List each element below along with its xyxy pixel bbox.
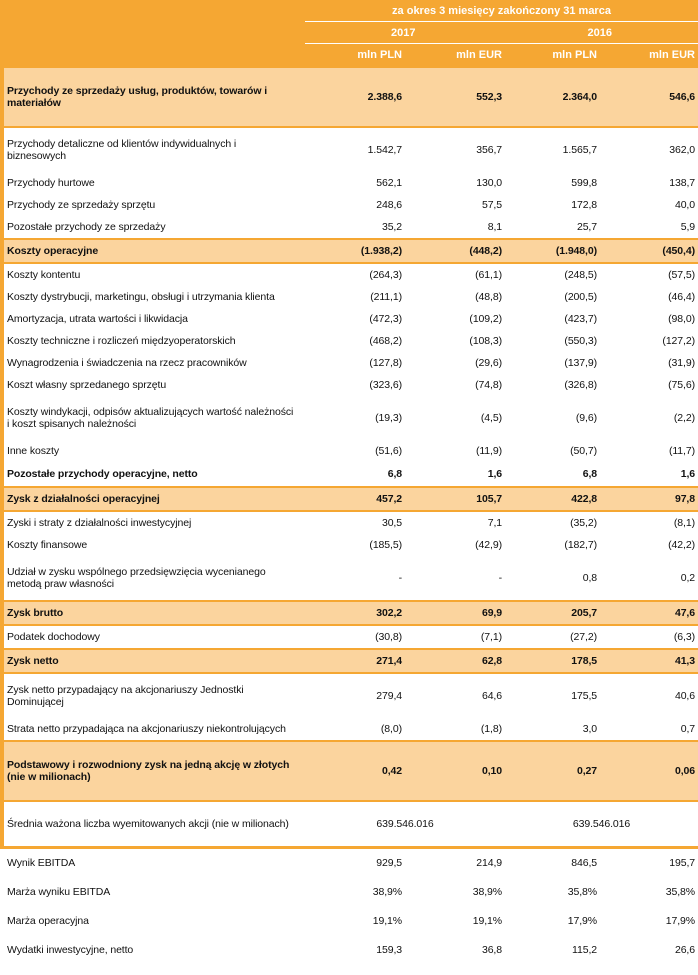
row-label-pozostale-przychody-operacyjne: Pozostałe przychody operacyjne, netto: [7, 467, 198, 480]
row-value-inne-koszty-4: (11,7): [668, 444, 695, 457]
row-value-podatek-dochodowy-4: (6,3): [673, 630, 695, 643]
row-value-marza-operacyjna-4: 17,9%: [665, 915, 695, 928]
row-value-przychody-ze-sprzedazy-total-3: 2.364,0: [562, 90, 597, 103]
row-value-srednia-wazona-liczba-akcji-1: 639.546.016: [376, 817, 434, 830]
table-row-amortyzacja: [4, 308, 698, 330]
table-row-marza-wyniku-ebitda: [4, 878, 698, 907]
row-value-koszty-techniczne-1: (468,2): [369, 334, 402, 347]
table-row-zysk-netto-jednostki-dominujacej: [4, 674, 698, 718]
row-value-przychody-ze-sprzedazy-total-4: 546,6: [669, 90, 695, 103]
row-label-strata-netto-niekontrolujacych: Strata netto przypadająca na akcjonariuszy niekontrolujących: [7, 722, 286, 735]
row-value-koszty-windykacji-1: (19,3): [375, 411, 402, 424]
row-value-inne-koszty-3: (50,7): [570, 444, 597, 457]
row-value-zysk-netto-4: 41,3: [674, 654, 695, 667]
row-label-amortyzacja: Amortyzacja, utrata wartości i likwidacja: [7, 312, 188, 325]
row-label-zysk-na-akcje: Podstawowy i rozwodniony zysk na jedną akcję w złotych (nie w milionach): [7, 758, 290, 783]
row-value-zysk-na-akcje-4: 0,06: [674, 764, 695, 777]
row-value-zysk-z-dzialalnosci-operacyjnej-2: 105,7: [476, 492, 502, 505]
row-label-koszty-operacyjne: Koszty operacyjne: [7, 244, 99, 257]
table-row-podatek-dochodowy: [4, 626, 698, 648]
header-years-area: [305, 22, 698, 44]
row-value-koszty-finansowe-2: (42,9): [475, 538, 502, 551]
row-value-zysk-netto-jednostki-dominujacej-1: 279,4: [376, 689, 402, 702]
table-row-koszty-windykacji: [4, 396, 698, 440]
row-value-pozostale-przychody-operacyjne-2: 1,6: [487, 467, 502, 480]
row-value-zyski-i-straty-inwestycyjne-2: 7,1: [487, 516, 502, 529]
row-value-pozostale-przychody-operacyjne-4: 1,6: [680, 467, 695, 480]
row-label-zyski-i-straty-inwestycyjne: Zyski i straty z działalności inwestycyjnej: [7, 516, 192, 529]
row-value-koszt-wlasny-sprzedanego-sprzetu-3: (326,8): [564, 378, 597, 391]
row-value-przychody-detaliczne-1: 1.542,7: [367, 143, 402, 156]
row-label-zysk-brutto: Zysk brutto: [7, 606, 64, 619]
row-value-koszt-wlasny-sprzedanego-sprzetu-4: (75,6): [668, 378, 695, 391]
row-value-przychody-hurtowe-2: 130,0: [476, 176, 502, 189]
row-value-koszty-kontentu-3: (248,5): [564, 268, 597, 281]
table-row-koszty-dystrybucji: [4, 286, 698, 308]
row-value-przychody-ze-sprzedazy-total-1: 2.388,6: [367, 90, 402, 103]
row-label-przychody-detaliczne: Przychody detaliczne od klientów indywidualnych i biznesowych: [7, 137, 237, 162]
row-value-koszty-operacyjne-1: (1.938,2): [360, 244, 402, 257]
row-value-przychody-ze-sprzedazy-total-2: 552,3: [476, 90, 502, 103]
row-label-przychody-ze-sprzedazy-sprzetu: Przychody ze sprzedaży sprzętu: [7, 198, 156, 211]
row-value-zyski-i-straty-inwestycyjne-1: 30,5: [381, 516, 402, 529]
row-value-pozostale-przychody-ze-sprzedazy-2: 8,1: [487, 220, 502, 233]
row-label-wydatki-inwestycyjne: Wydatki inwestycyjne, netto: [7, 944, 134, 957]
row-value-koszty-finansowe-1: (185,5): [369, 538, 402, 551]
row-value-podatek-dochodowy-1: (30,8): [375, 630, 402, 643]
row-value-przychody-ze-sprzedazy-sprzetu-1: 248,6: [376, 198, 402, 211]
row-value-koszty-kontentu-2: (61,1): [475, 268, 502, 281]
header-period-row: [4, 0, 698, 22]
table-row-koszty-kontentu: [4, 264, 698, 286]
table-row-srednia-wazona-liczba-akcji: [4, 802, 698, 846]
row-label-zysk-netto-jednostki-dominujacej: Zysk netto przypadający na akcjonariuszy Jednostki Dominującej: [7, 683, 244, 708]
row-value-koszty-techniczne-2: (108,3): [469, 334, 502, 347]
row-value-przychody-ze-sprzedazy-sprzetu-4: 40,0: [674, 198, 695, 211]
row-value-przychody-ze-sprzedazy-sprzetu-2: 57,5: [481, 198, 502, 211]
row-label-wynagrodzenia: Wynagrodzenia i świadczenia na rzecz pracowników: [7, 356, 247, 369]
row-value-koszty-operacyjne-4: (450,4): [662, 244, 695, 257]
row-value-pozostale-przychody-ze-sprzedazy-4: 5,9: [680, 220, 695, 233]
row-value-zysk-z-dzialalnosci-operacyjnej-3: 422,8: [571, 492, 597, 505]
table-row-marza-operacyjna: [4, 907, 698, 936]
row-value-przychody-hurtowe-3: 599,8: [571, 176, 597, 189]
row-value-przychody-detaliczne-4: 362,0: [669, 143, 695, 156]
row-value-przychody-hurtowe-1: 562,1: [376, 176, 402, 189]
row-value-podatek-dochodowy-3: (27,2): [570, 630, 597, 643]
row-value-wydatki-inwestycyjne-1: 159,3: [376, 944, 402, 957]
row-label-wynik-ebitda: Wynik EBITDA: [7, 857, 76, 870]
year-label-2016: 2016: [587, 26, 612, 39]
table-row-wynagrodzenia: [4, 352, 698, 374]
row-value-podatek-dochodowy-2: (7,1): [480, 630, 502, 643]
row-value-wynagrodzenia-3: (137,9): [564, 356, 597, 369]
kpi-section: [0, 849, 698, 965]
row-value-koszty-dystrybucji-1: (211,1): [370, 290, 402, 303]
row-value-koszty-techniczne-4: (127,2): [662, 334, 695, 347]
row-value-pozostale-przychody-ze-sprzedazy-1: 35,2: [381, 220, 402, 233]
row-value-pozostale-przychody-operacyjne-3: 6,8: [582, 467, 597, 480]
row-value-koszt-wlasny-sprzedanego-sprzetu-2: (74,8): [475, 378, 502, 391]
row-value-udzial-w-zysku-3: 0,8: [582, 571, 597, 584]
row-value-zysk-na-akcje-1: 0,42: [381, 764, 402, 777]
unit-label-eur-2016: mln EUR: [649, 49, 695, 61]
row-value-koszty-operacyjne-3: (1.948,0): [555, 244, 597, 257]
row-value-wynik-ebitda-3: 846,5: [571, 857, 597, 870]
row-value-strata-netto-niekontrolujacych-4: 0,7: [680, 722, 695, 735]
row-value-koszty-finansowe-3: (182,7): [564, 538, 597, 551]
row-value-koszty-kontentu-4: (57,5): [668, 268, 695, 281]
row-value-przychody-hurtowe-4: 138,7: [669, 176, 695, 189]
unit-label-pln-2016: mln PLN: [552, 49, 597, 61]
row-label-przychody-hurtowe: Przychody hurtowe: [7, 176, 95, 189]
row-label-koszty-techniczne: Koszty techniczne i rozliczeń międzyoperatorskich: [7, 334, 236, 347]
row-value-zysk-netto-3: 178,5: [571, 654, 597, 667]
row-label-koszty-windykacji: Koszty windykacji, odpisów aktualizujących wartość należności i koszt spisanych należności: [7, 405, 294, 430]
table-row-przychody-detaliczne: [4, 128, 698, 172]
row-value-zysk-na-akcje-2: 0,10: [481, 764, 502, 777]
table-row-zysk-brutto: [4, 600, 698, 626]
row-value-marza-wyniku-ebitda-1: 38,9%: [372, 886, 402, 899]
row-value-amortyzacja-3: (423,7): [564, 312, 597, 325]
table-row-zysk-netto: [4, 648, 698, 674]
row-value-zysk-netto-jednostki-dominujacej-3: 175,5: [571, 689, 597, 702]
row-value-strata-netto-niekontrolujacych-1: (8,0): [380, 722, 402, 735]
row-value-zysk-brutto-2: 69,9: [481, 606, 502, 619]
row-label-podatek-dochodowy: Podatek dochodowy: [7, 630, 100, 643]
table-row-pozostale-przychody-operacyjne: [4, 462, 698, 486]
row-value-amortyzacja-1: (472,3): [369, 312, 402, 325]
row-value-zysk-brutto-3: 205,7: [571, 606, 597, 619]
row-value-marza-operacyjna-2: 19,1%: [472, 915, 502, 928]
row-value-zysk-netto-1: 271,4: [376, 654, 402, 667]
period-title: za okres 3 miesięcy zakończony 31 marca: [392, 4, 611, 17]
row-value-wynik-ebitda-2: 214,9: [476, 857, 502, 870]
table-row-koszty-finansowe: [4, 534, 698, 556]
table-body: [4, 66, 698, 846]
row-value-zysk-netto-jednostki-dominujacej-4: 40,6: [674, 689, 695, 702]
row-value-koszty-dystrybucji-4: (46,4): [668, 290, 695, 303]
row-value-zysk-netto-jednostki-dominujacej-2: 64,6: [481, 689, 502, 702]
row-value-koszty-operacyjne-2: (448,2): [469, 244, 502, 257]
row-value-koszty-windykacji-2: (4,5): [480, 411, 502, 424]
row-value-przychody-detaliczne-3: 1.565,7: [562, 143, 597, 156]
row-value-marza-wyniku-ebitda-3: 35,8%: [567, 886, 597, 899]
row-value-udzial-w-zysku-4: 0,2: [680, 571, 695, 584]
unit-label-pln-2017: mln PLN: [357, 49, 402, 61]
row-label-przychody-ze-sprzedazy-total: Przychody ze sprzedaży usług, produktów, towarów i materiałów: [7, 84, 268, 109]
table-row-koszt-wlasny-sprzedanego-sprzetu: [4, 374, 698, 396]
row-value-pozostale-przychody-operacyjne-1: 6,8: [387, 467, 402, 480]
row-value-koszty-windykacji-3: (9,6): [575, 411, 597, 424]
row-label-udzial-w-zysku: Udział w zysku wspólnego przedsięwzięcia wycenianego metodą praw własności: [7, 565, 266, 590]
row-value-marza-wyniku-ebitda-2: 38,9%: [472, 886, 502, 899]
header-period-area: [305, 0, 698, 22]
row-value-strata-netto-niekontrolujacych-3: 3,0: [582, 722, 597, 735]
row-value-wynik-ebitda-4: 195,7: [669, 857, 695, 870]
row-value-zysk-na-akcje-3: 0,27: [576, 764, 597, 777]
row-value-udzial-w-zysku-1: -: [398, 571, 402, 584]
row-value-wydatki-inwestycyjne-4: 26,6: [674, 944, 695, 957]
row-value-koszty-kontentu-1: (264,3): [369, 268, 402, 281]
table-row-koszty-techniczne: [4, 330, 698, 352]
row-value-wynik-ebitda-1: 929,5: [376, 857, 402, 870]
row-value-marza-operacyjna-1: 19,1%: [372, 915, 402, 928]
row-value-zysk-brutto-4: 47,6: [674, 606, 695, 619]
header-spacer: [4, 0, 305, 22]
row-label-inne-koszty: Inne koszty: [7, 444, 60, 457]
row-value-koszty-techniczne-3: (550,3): [564, 334, 597, 347]
row-value-amortyzacja-4: (98,0): [668, 312, 695, 325]
row-value-koszt-wlasny-sprzedanego-sprzetu-1: (323,6): [369, 378, 402, 391]
row-value-marza-operacyjna-3: 17,9%: [567, 915, 597, 928]
table-row-przychody-hurtowe: [4, 172, 698, 194]
table-row-zysk-na-akcje: [4, 740, 698, 802]
row-value-udzial-w-zysku-2: -: [498, 571, 502, 584]
row-value-inne-koszty-1: (51,6): [375, 444, 402, 457]
row-value-przychody-ze-sprzedazy-sprzetu-3: 172,8: [571, 198, 597, 211]
row-label-zysk-netto: Zysk netto: [7, 654, 59, 667]
row-value-koszty-finansowe-4: (42,2): [668, 538, 695, 551]
row-value-wynagrodzenia-1: (127,8): [369, 356, 402, 369]
row-value-zyski-i-straty-inwestycyjne-3: (35,2): [570, 516, 597, 529]
table-row-przychody-ze-sprzedazy-sprzetu: [4, 194, 698, 216]
header-units-row: [4, 44, 698, 66]
row-label-koszty-kontentu: Koszty kontentu: [7, 268, 81, 281]
table-row-przychody-ze-sprzedazy-total: [4, 66, 698, 128]
row-value-pozostale-przychody-ze-sprzedazy-3: 25,7: [576, 220, 597, 233]
row-value-koszty-dystrybucji-3: (200,5): [564, 290, 597, 303]
table-header: [4, 0, 698, 66]
row-value-zysk-z-dzialalnosci-operacyjnej-4: 97,8: [674, 492, 695, 505]
table-row-koszty-operacyjne: [4, 238, 698, 264]
row-label-koszty-finansowe: Koszty finansowe: [7, 538, 88, 551]
row-value-marza-wyniku-ebitda-4: 35,8%: [665, 886, 695, 899]
row-label-zysk-z-dzialalnosci-operacyjnej: Zysk z działalności operacyjnej: [7, 492, 160, 505]
header-spacer: [4, 22, 305, 44]
table-row-wydatki-inwestycyjne: [4, 936, 698, 965]
header-spacer: [4, 44, 305, 66]
table-row-zysk-z-dzialalnosci-operacyjnej: [4, 486, 698, 512]
row-label-srednia-wazona-liczba-akcji: Średnia ważona liczba wyemitowanych akcji (nie w milionach): [7, 817, 289, 830]
header-units-area: [305, 44, 698, 66]
unit-label-eur-2017: mln EUR: [456, 49, 502, 61]
row-label-marza-wyniku-ebitda: Marża wyniku EBITDA: [7, 886, 111, 899]
row-value-wydatki-inwestycyjne-3: 115,2: [572, 944, 597, 957]
row-value-inne-koszty-2: (11,9): [475, 444, 502, 457]
table-row-zyski-i-straty-inwestycyjne: [4, 512, 698, 534]
row-value-koszty-windykacji-4: (2,2): [673, 411, 695, 424]
row-value-zyski-i-straty-inwestycyjne-4: (8,1): [673, 516, 695, 529]
row-value-strata-netto-niekontrolujacych-2: (1,8): [480, 722, 502, 735]
year-label-2017: 2017: [391, 26, 416, 39]
row-value-przychody-detaliczne-2: 356,7: [476, 143, 502, 156]
row-value-wynagrodzenia-4: (31,9): [668, 356, 695, 369]
row-value-amortyzacja-2: (109,2): [469, 312, 502, 325]
row-value-wynagrodzenia-2: (29,6): [475, 356, 502, 369]
row-value-wydatki-inwestycyjne-2: 36,8: [481, 944, 502, 957]
table-row-pozostale-przychody-ze-sprzedazy: [4, 216, 698, 238]
row-label-koszty-dystrybucji: Koszty dystrybucji, marketingu, obsługi i utrzymania klienta: [7, 290, 275, 303]
table-row-wynik-ebitda: [4, 849, 698, 878]
row-value-zysk-brutto-1: 302,2: [376, 606, 402, 619]
row-label-koszt-wlasny-sprzedanego-sprzetu: Koszt własny sprzedanego sprzętu: [7, 378, 167, 391]
table-row-inne-koszty: [4, 440, 698, 462]
table-row-strata-netto-niekontrolujacych: [4, 718, 698, 740]
header-years-row: [4, 22, 698, 44]
row-label-marza-operacyjna: Marża operacyjna: [7, 915, 89, 928]
table-row-udzial-w-zysku: [4, 556, 698, 600]
row-value-koszty-dystrybucji-2: (48,8): [475, 290, 502, 303]
row-label-pozostale-przychody-ze-sprzedazy: Pozostałe przychody ze sprzedaży: [7, 220, 166, 233]
row-value-zysk-z-dzialalnosci-operacyjnej-1: 457,2: [376, 492, 402, 505]
row-value-srednia-wazona-liczba-akcji-2: 639.546.016: [572, 817, 631, 830]
row-value-zysk-netto-2: 62,8: [481, 654, 502, 667]
